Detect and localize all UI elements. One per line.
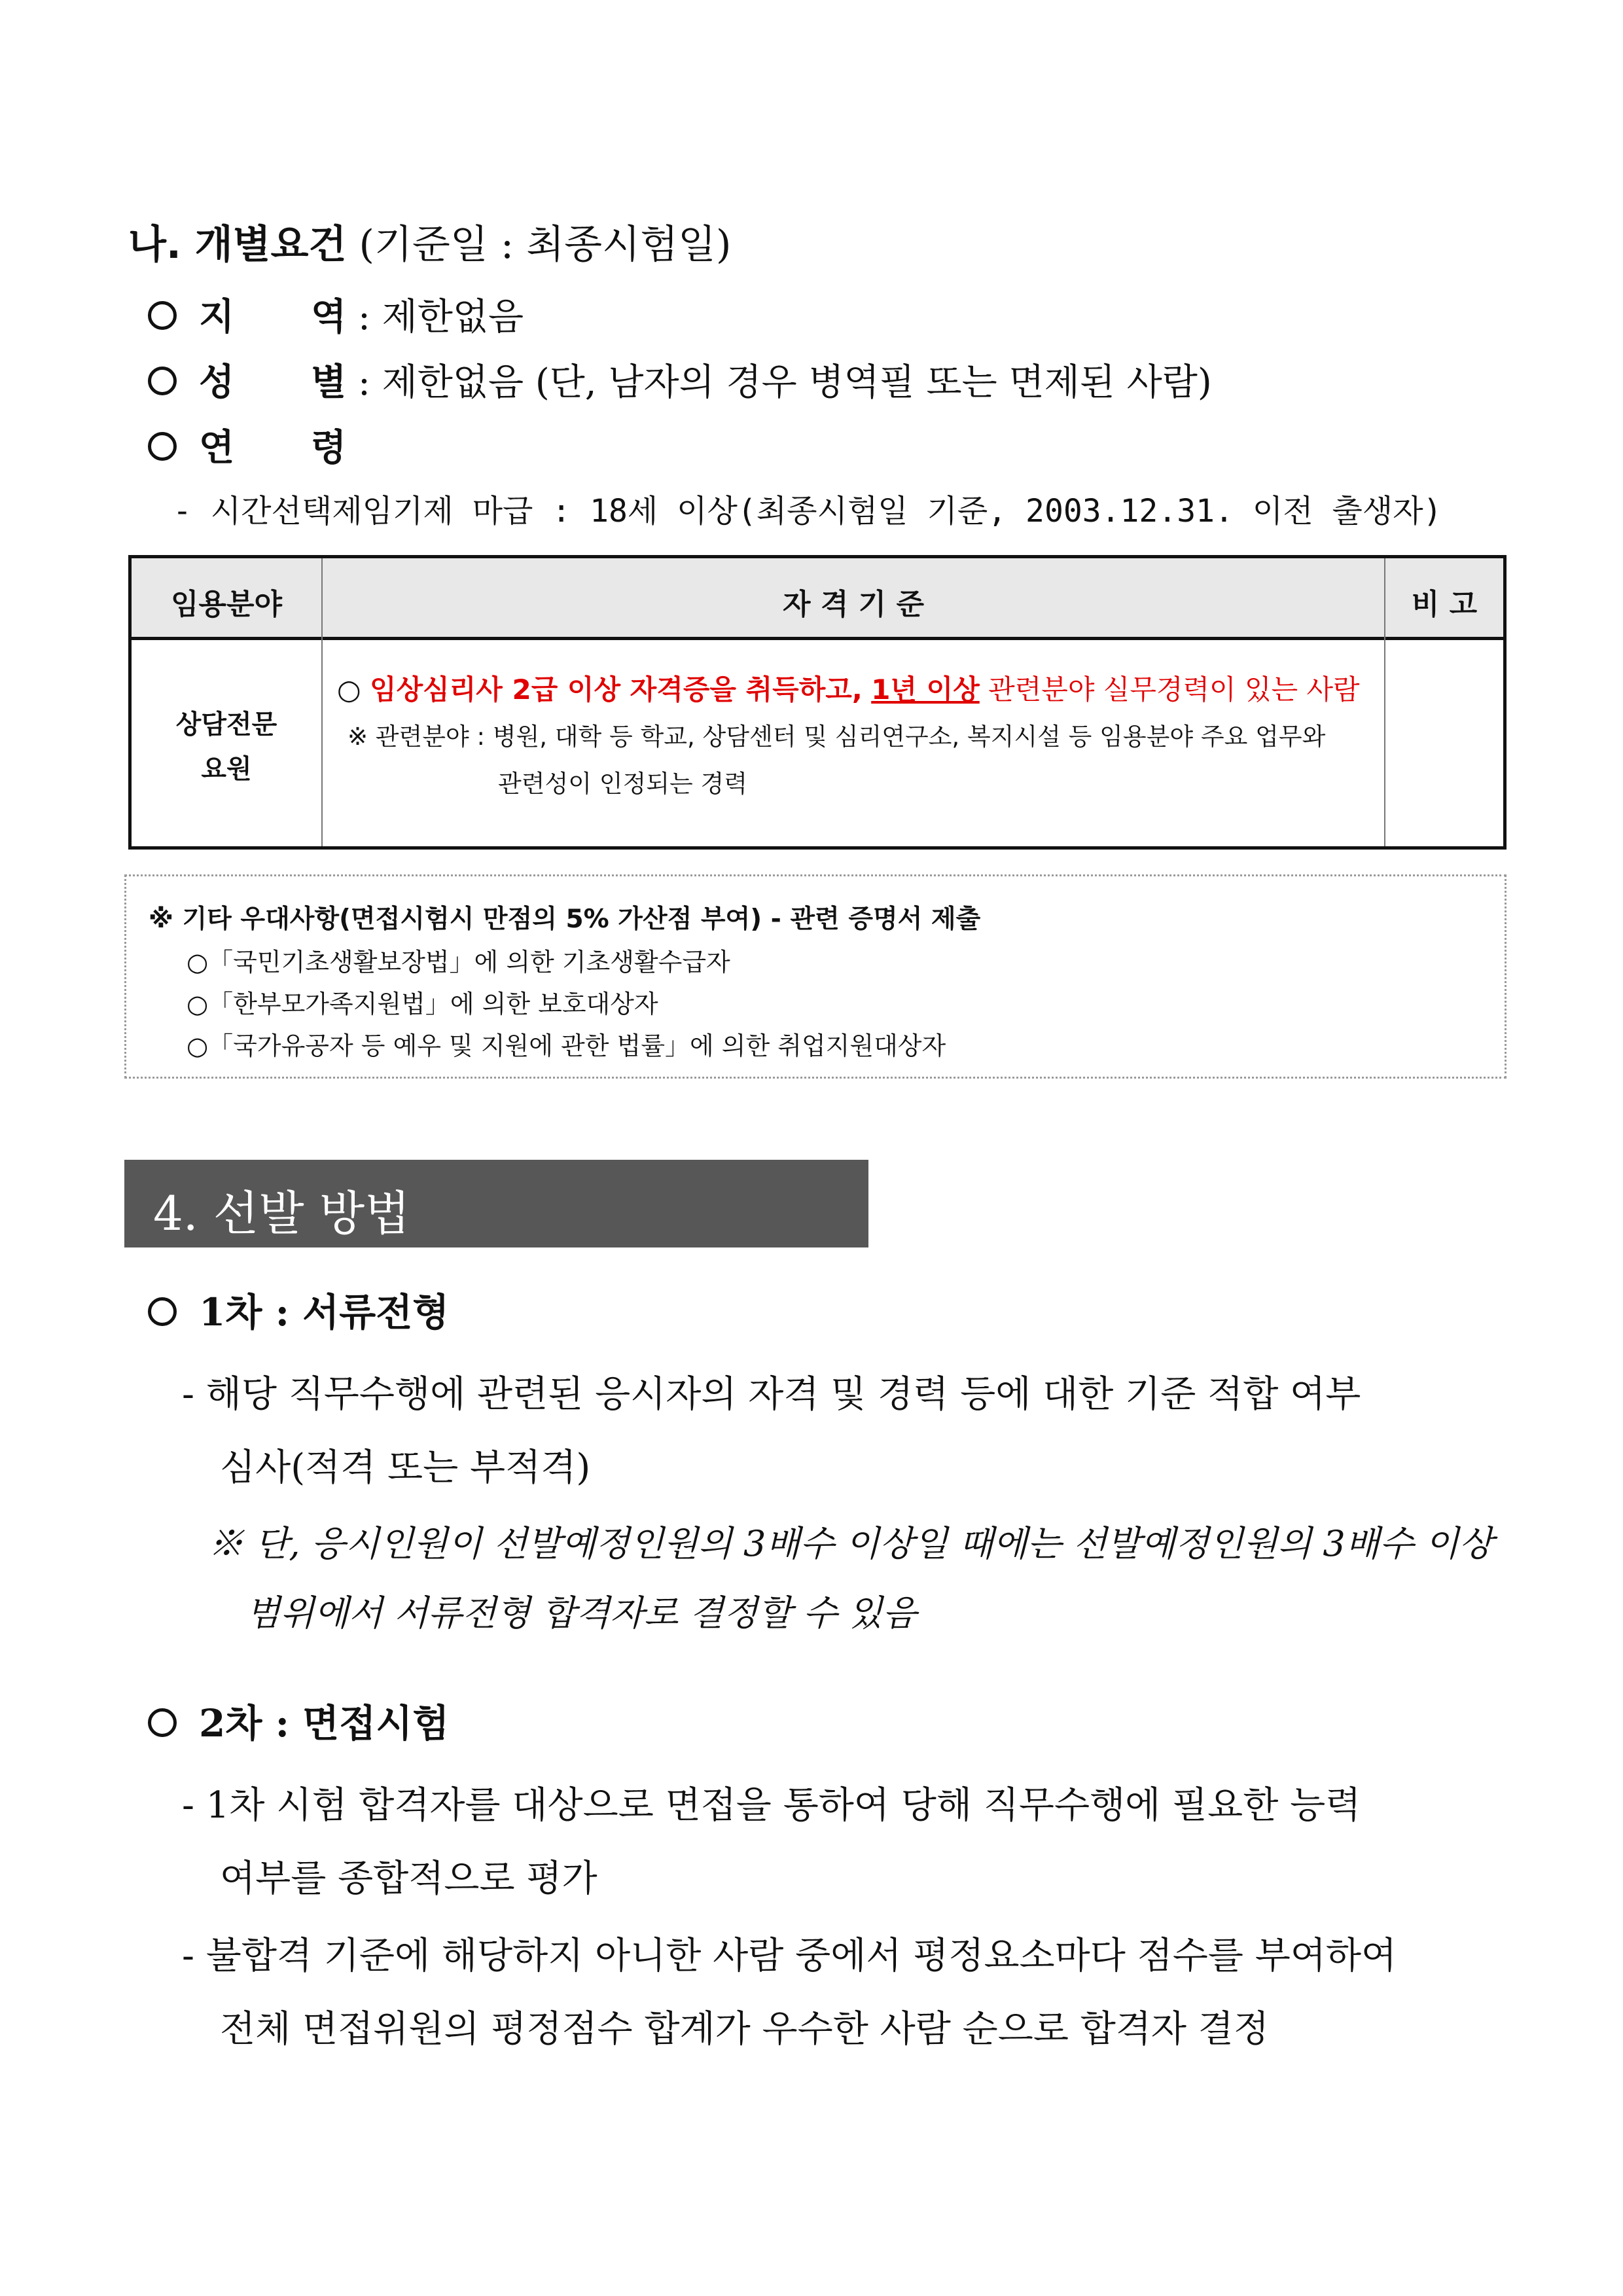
header-criteria: 자 격 기 준 bbox=[783, 588, 924, 621]
circle-bullet-icon bbox=[148, 367, 177, 395]
stage2-line1: - 1차 시험 합격자를 대상으로 면접을 통하여 당해 직무수행에 필요한 능력 bbox=[182, 1784, 1361, 1827]
criteria-note-line1: ※ 관련분야 : 병원, 대학 등 학교, 상담센터 및 심리연구소, 복지시설 등 임용분야 주요 업무와 bbox=[348, 723, 1326, 751]
requirement-value: : 제한없음 bbox=[357, 296, 524, 338]
section-title-basis: (기준일 : 최종시험일) bbox=[346, 222, 732, 268]
stage1-line1: - 해당 직무수행에 관련된 응시자의 자격 및 경력 등에 대한 기준 적합 여부 bbox=[182, 1373, 1361, 1416]
circle-bullet-icon bbox=[148, 1708, 177, 1737]
criteria-main bbox=[337, 668, 1360, 708]
preference-item: ○「국민기초생활보장법」에 의한 기초생활수급자 bbox=[187, 948, 730, 977]
section-title bbox=[128, 213, 731, 270]
stage1-heading bbox=[148, 1282, 449, 1336]
stage1-note1: ※ 단, 응시인원이 선발예정인원의 3배수 이상일 때에는 선발예정인원의 3배수 이상 bbox=[208, 1523, 1493, 1564]
header-field: 임용분야 bbox=[170, 588, 282, 621]
section-4-title: 4. 선발 방법 bbox=[153, 1186, 410, 1241]
criteria-bullet: ○ bbox=[337, 673, 361, 706]
preference-box bbox=[124, 874, 1507, 1079]
stage1-title: 1차 : 서류전형 bbox=[199, 1290, 450, 1335]
stage2-line3: - 불합격 기준에 해당하지 아니한 사람 중에서 평정요소마다 점수를 부여하여 bbox=[182, 1935, 1397, 1977]
stage2-line2: 여부를 종합적으로 평가 bbox=[220, 1857, 597, 1900]
criteria-red-part1: 임상심리사 2급 이상 자격증을 취득하고, bbox=[370, 673, 863, 706]
field-name-line2: 요원 bbox=[201, 754, 252, 784]
section-title-bold: 나. 개별요건 bbox=[128, 222, 347, 268]
preference-item: ○「한부모가족지원법」에 의한 보호대상자 bbox=[187, 990, 658, 1018]
requirement-label: 지 역 bbox=[199, 296, 347, 338]
stage1-note2: 범위에서 서류전형 합격자로 결정할 수 있음 bbox=[246, 1592, 917, 1634]
stage2-line4: 전체 면접위원의 평정점수 합계가 우수한 사람 순으로 합격자 결정 bbox=[220, 2008, 1269, 2051]
criteria-note-line2: 관련성이 인정되는 경력 bbox=[498, 770, 747, 798]
requirement-gender bbox=[148, 353, 1212, 406]
requirement-label: 연 령 bbox=[199, 427, 347, 469]
header-remarks: 비 고 bbox=[1411, 588, 1478, 621]
requirement-label: 성 별 bbox=[199, 361, 347, 404]
stage2-title: 2차 : 면접시험 bbox=[199, 1701, 450, 1746]
age-note: - 시간선택제임기제 마급 : 18세 이상(최종시험일 기준, 2003.12.31. 이전 출생자) bbox=[173, 493, 1442, 529]
requirement-age bbox=[148, 419, 346, 471]
criteria-red-part2: 1년 이상 bbox=[871, 673, 980, 706]
stage2-heading bbox=[148, 1693, 449, 1748]
preference-item: ○「국가유공자 등 예우 및 지원에 관한 법률」에 의한 취업지원대상자 bbox=[187, 1031, 946, 1060]
preference-title: ※ 기타 우대사항(면접시험시 만점의 5% 가산점 부여) - 관련 증명서 제출 bbox=[149, 905, 981, 934]
circle-bullet-icon bbox=[148, 432, 177, 461]
field-name-line1: 상담전문 bbox=[175, 709, 277, 740]
circle-bullet-icon bbox=[148, 1297, 177, 1326]
criteria-red-part3: 관련분야 실무경력이 있는 사람 bbox=[979, 673, 1360, 706]
section-4-banner bbox=[124, 1160, 868, 1247]
requirement-value: : 제한없음 (단, 남자의 경우 병역필 또는 면제된 사람) bbox=[357, 361, 1212, 404]
stage1-line2: 심사(적격 또는 부적격) bbox=[220, 1446, 591, 1489]
qualification-table bbox=[128, 555, 1507, 850]
requirement-region bbox=[148, 288, 524, 340]
circle-bullet-icon bbox=[148, 301, 177, 330]
